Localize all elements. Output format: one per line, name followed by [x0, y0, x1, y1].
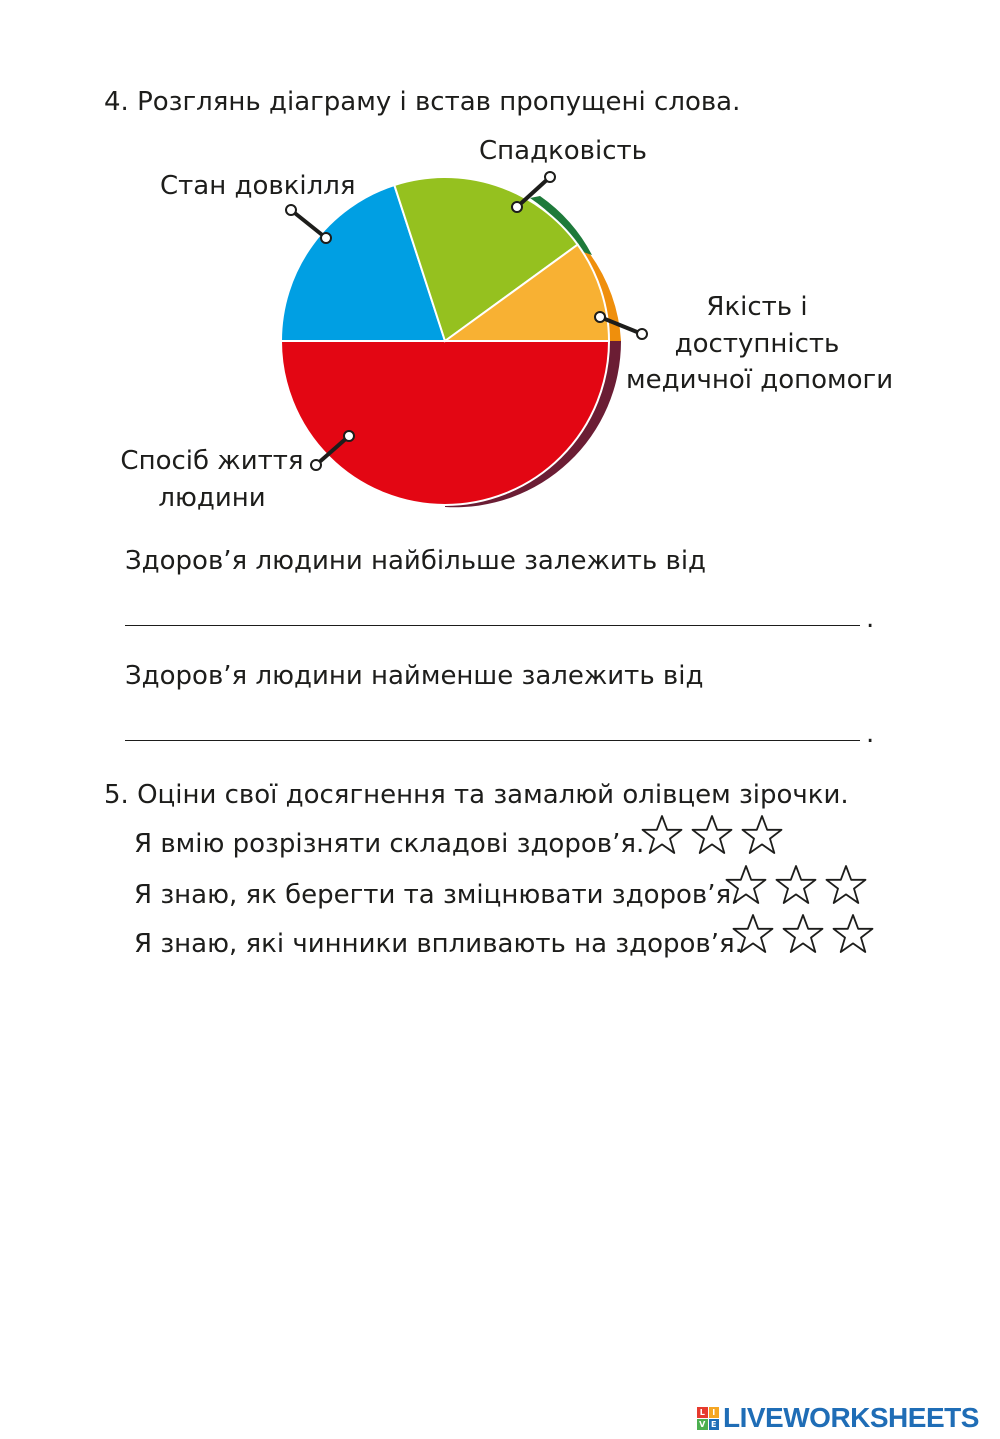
- star-icon[interactable]: [740, 813, 784, 857]
- connector-environment: [291, 210, 326, 238]
- star-rating-row: [724, 863, 868, 907]
- connector-dot: [286, 205, 296, 215]
- sentence-least: Здоров’я людини найменше залежить від: [125, 661, 704, 691]
- label-medical-line3: медичної допомоги: [626, 365, 894, 395]
- period-most: .: [866, 604, 875, 634]
- label-heredity: Спадковість: [479, 136, 647, 166]
- star-icon[interactable]: [731, 912, 775, 956]
- self-assessment-item: Я вмію розрізняти складові здоров’я.: [134, 829, 645, 859]
- answer-line-most[interactable]: [125, 625, 860, 626]
- connector-dot: [595, 312, 605, 322]
- star-rating-row: [731, 912, 875, 956]
- connector-dot: [311, 460, 321, 470]
- label-medical-line1: Якість і: [706, 292, 808, 322]
- self-assessment-item: Я знаю, як берегти та зміцнювати здоров’я.: [134, 880, 740, 910]
- connector-dot: [512, 202, 522, 212]
- task4-title: 4. Розглянь діаграму і встав пропущені слова.: [104, 87, 741, 117]
- connector-dot: [545, 172, 555, 182]
- connector-dot: [344, 431, 354, 441]
- star-icon[interactable]: [690, 813, 734, 857]
- star-icon[interactable]: [781, 912, 825, 956]
- label-lifestyle-line1: Спосіб життя: [120, 446, 304, 476]
- self-assessment-item: Я знаю, які чинники впливають на здоров’я.: [134, 929, 743, 959]
- star-icon[interactable]: [640, 813, 684, 857]
- label-lifestyle-line2: людини: [158, 483, 266, 513]
- logo-text: LIVEWORKSHEETS: [723, 1402, 979, 1433]
- label-environment: Стан довкілля: [160, 171, 356, 201]
- star-rating-row: [640, 813, 784, 857]
- task5-title: 5. Оціни свої досягнення та замалюй олівцем зірочки.: [104, 780, 849, 810]
- connector-dot: [321, 233, 331, 243]
- star-icon[interactable]: [774, 863, 818, 907]
- star-icon[interactable]: [824, 863, 868, 907]
- star-icon[interactable]: [831, 912, 875, 956]
- pie-slice-lifestyle: [281, 341, 609, 505]
- period-least: .: [866, 719, 875, 749]
- label-medical-line2: доступність: [674, 329, 840, 359]
- answer-line-least[interactable]: [125, 740, 860, 741]
- star-icon[interactable]: [724, 863, 768, 907]
- sentence-most: Здоров’я людини найбільше залежить від: [125, 546, 707, 576]
- logo-icon: L I V E: [697, 1407, 719, 1429]
- liveworksheets-logo: [697, 1404, 979, 1432]
